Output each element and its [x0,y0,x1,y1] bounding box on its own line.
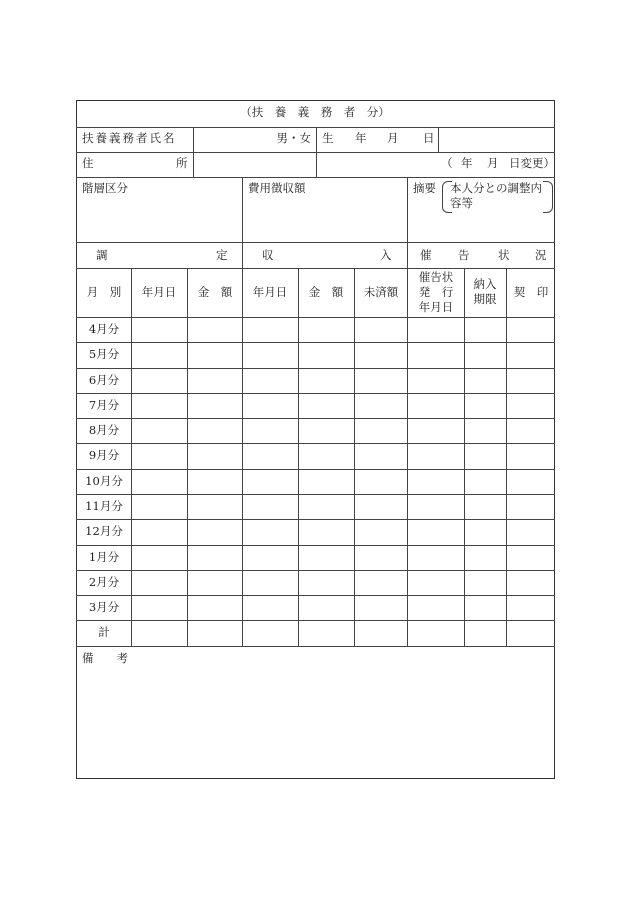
rule [316,127,317,177]
col-seal: 契 印 [513,285,549,299]
rule [76,177,555,178]
rule [76,519,555,520]
col-month: 月 別 [86,285,122,299]
right-bracket [543,181,553,213]
rule [193,127,194,177]
rule [438,127,439,152]
rule [76,620,555,621]
month-label: 10月分 [85,474,123,488]
rule [242,177,243,268]
summary-label: 摘要 [413,181,436,195]
address-label-2: 所 [176,156,188,170]
assess-header-1: 調 [96,248,108,262]
month-label: 9月分 [88,448,120,462]
reminder-header-3: 状 [498,248,510,262]
change-suffix: 日変更） [509,156,555,170]
reminder-header-2: 告 [458,248,470,262]
month-label: 2月分 [88,575,120,589]
rule [407,268,408,646]
col-unpaid: 未済額 [363,285,399,299]
change-year-label: 年 [461,156,473,170]
remarks-label: 備 考 [82,651,128,665]
rule [76,342,555,343]
rule [76,268,555,269]
col-income-amount: 金 額 [308,285,344,299]
rule [354,268,355,646]
rule [242,268,243,646]
month-label: 8月分 [88,423,120,437]
change-month-label: 月 [487,156,499,170]
rule [76,443,555,444]
rule [76,469,555,470]
fee-label: 費用徴収額 [248,181,306,195]
rule [187,268,188,646]
rule [76,368,555,369]
income-header-2: 入 [380,248,392,262]
rule [298,268,299,646]
change-open-paren: （ [441,156,453,170]
rule [76,570,555,571]
col-assess-date: 年月日 [141,285,177,299]
reminder-header-4: 況 [535,248,547,262]
month-label: 1月分 [88,550,120,564]
month-label: 11月分 [85,499,123,513]
month-label: 6月分 [88,373,120,387]
rule [506,268,507,646]
col-assess-amount: 金 額 [197,285,233,299]
month-label: 12月分 [85,524,123,538]
birth-month-label: 月 [387,131,399,145]
rule [131,268,132,646]
class-label: 階層区分 [82,181,128,195]
obligor-name-label: 扶養義務者氏名 [82,131,177,145]
col-reminder-issue-1: 催告状 [418,270,454,284]
rule [76,646,555,647]
month-label: 5月分 [88,347,120,361]
form-title: （扶 養 義 務 者 分） [240,105,390,119]
reminder-header-1: 催 [420,248,432,262]
rule [407,177,408,268]
col-deadline-1: 納入 [473,277,497,291]
rule [464,268,465,646]
rule [76,545,555,546]
total-label: 計 [98,625,110,639]
month-label: 3月分 [88,600,120,614]
gender-options: 男・女 [276,131,311,145]
rule [76,242,555,243]
col-reminder-issue-3: 年月日 [418,300,454,314]
rule [76,494,555,495]
rule [76,595,555,596]
address-label-1: 住 [82,156,94,170]
month-label: 7月分 [88,398,120,412]
assess-header-2: 定 [216,248,228,262]
rule [76,393,555,394]
col-reminder-issue-2: 発 行 [418,285,454,299]
summary-text-line-2: 容等 [450,196,473,210]
birth-label: 生 [322,131,334,145]
rule [76,418,555,419]
birth-year-label: 年 [355,131,367,145]
summary-text-line-1: 本人分との調整内 [450,181,542,195]
rule [76,317,555,318]
income-header-1: 収 [262,248,274,262]
birth-day-label: 日 [423,131,435,145]
col-deadline-2: 期限 [473,292,497,306]
col-income-date: 年月日 [252,285,288,299]
month-label: 4月分 [88,322,120,336]
ledger-form-frame [76,100,555,779]
